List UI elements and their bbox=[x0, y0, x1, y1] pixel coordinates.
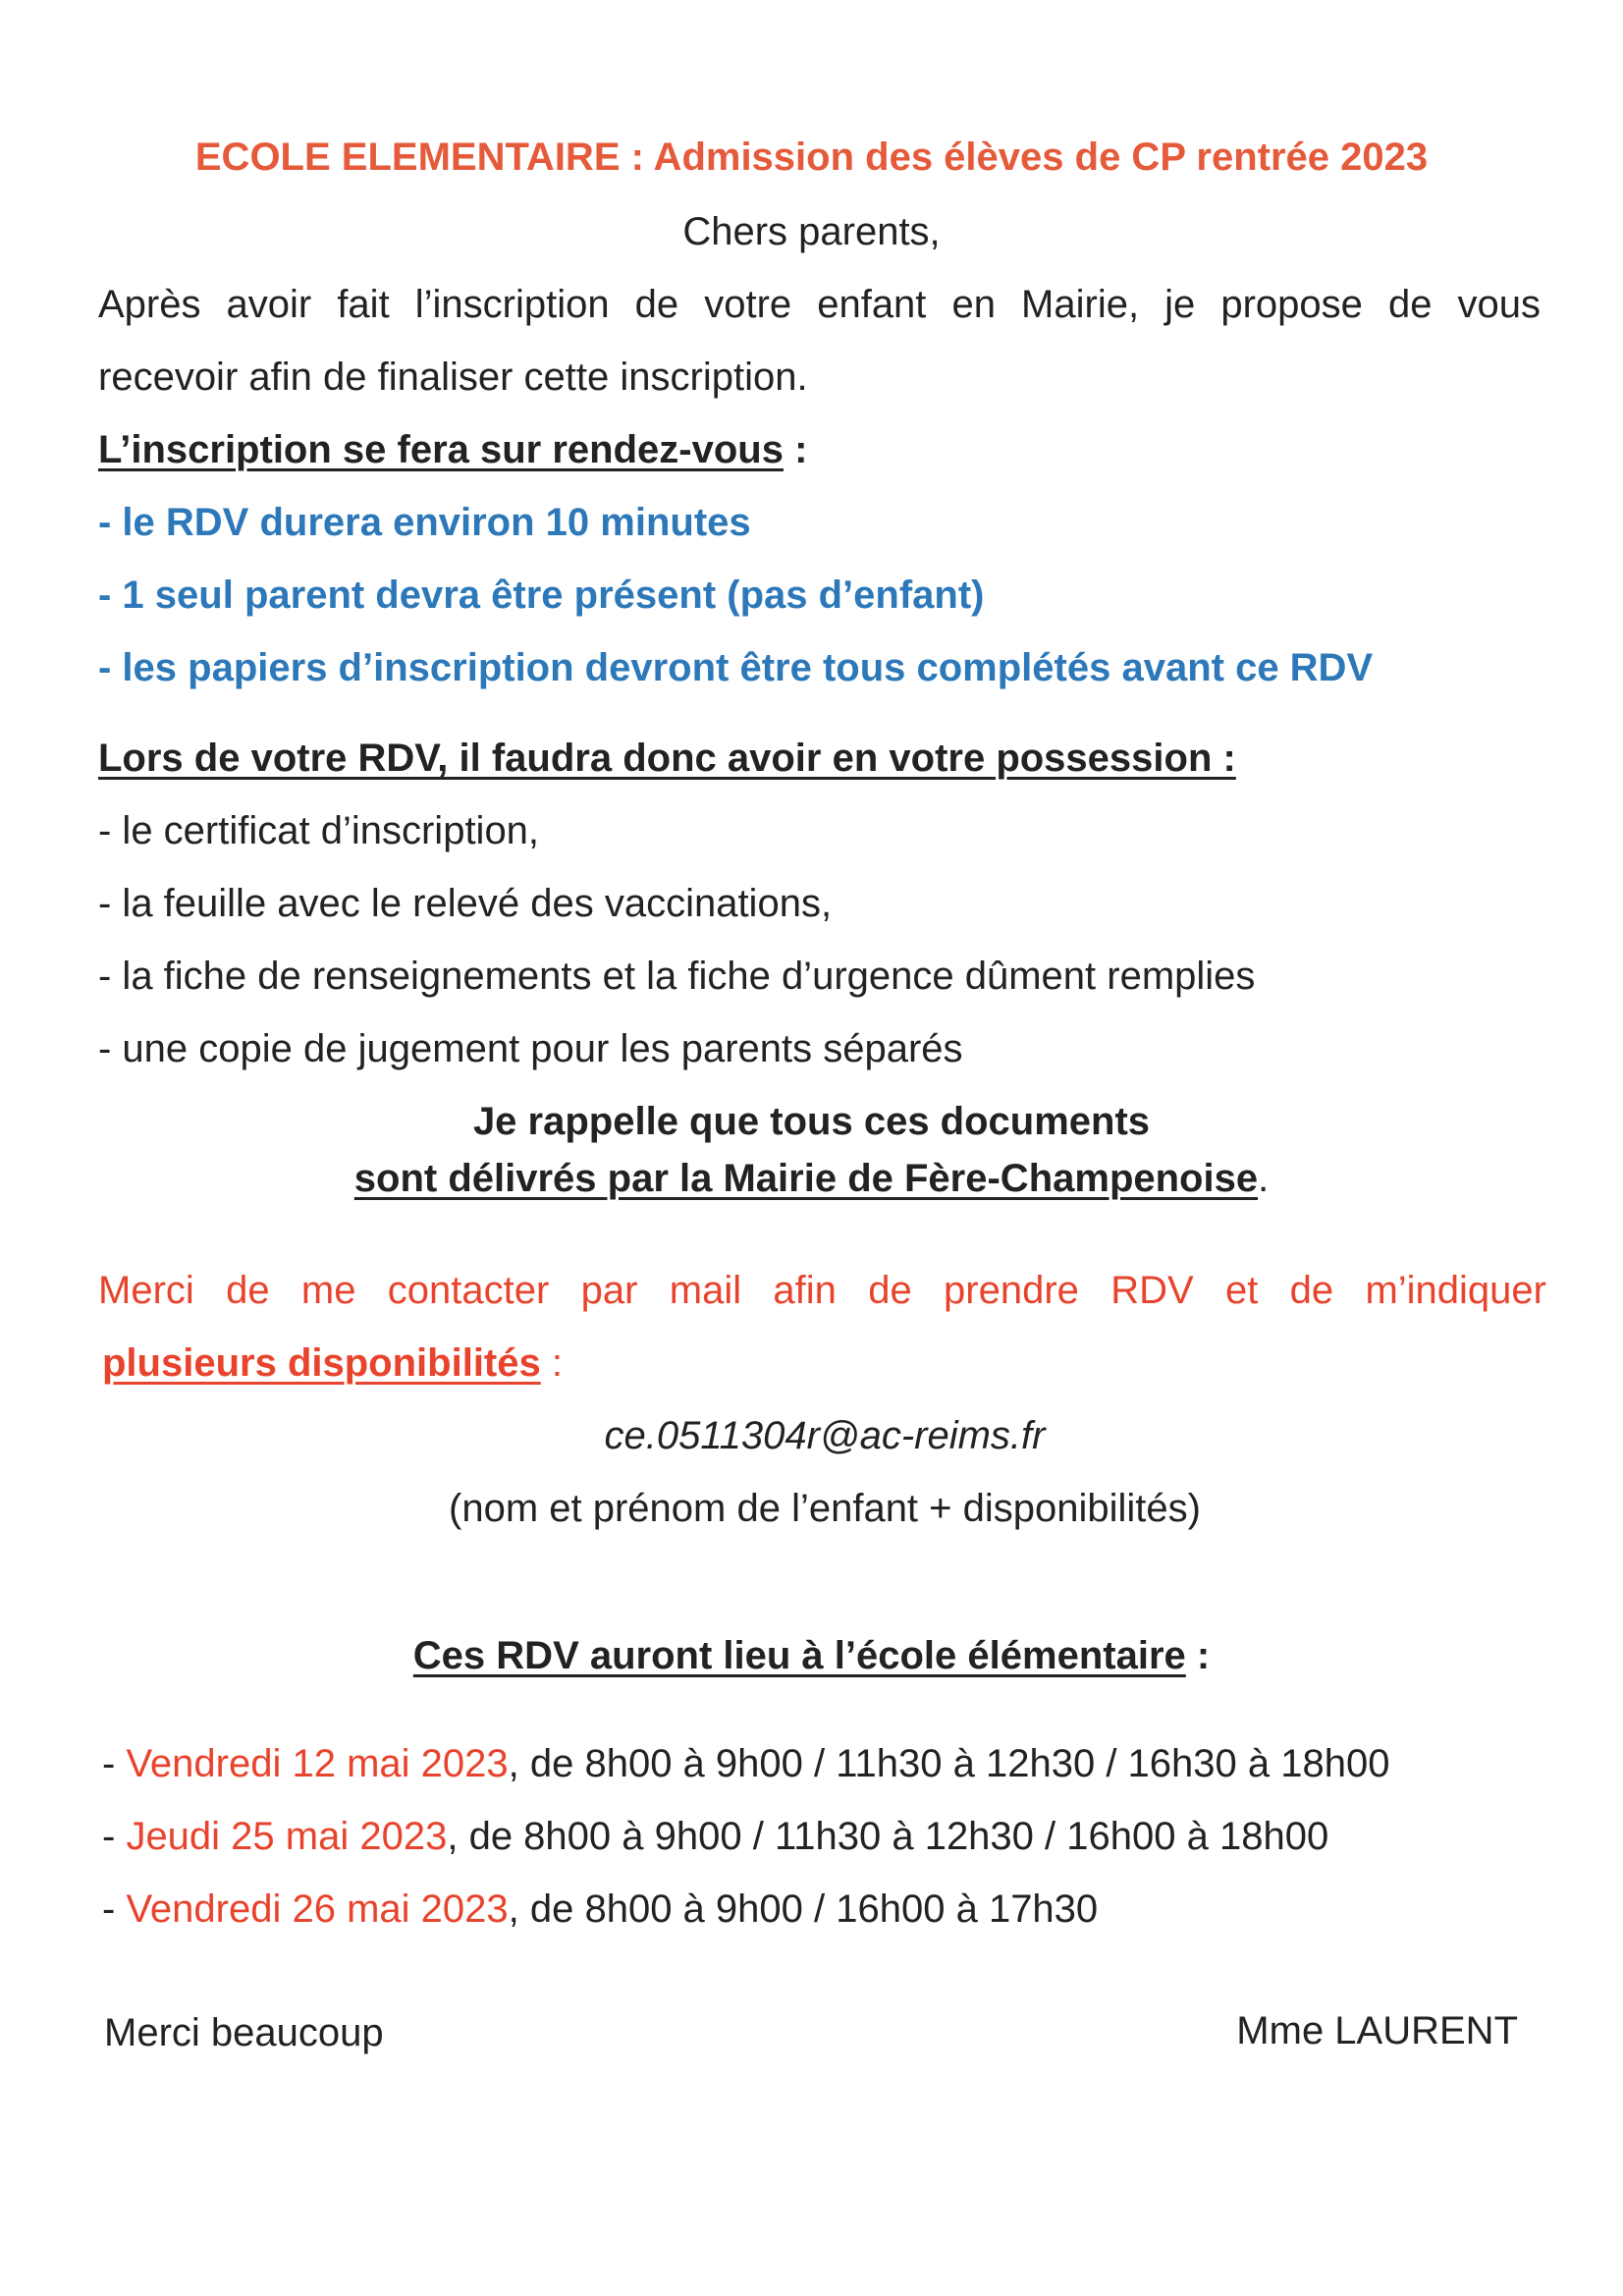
reminder-period: . bbox=[1258, 1157, 1270, 1200]
schedule-prefix: - bbox=[102, 1742, 127, 1785]
schedule-day: Vendredi 12 mai 2023 bbox=[126, 1742, 509, 1785]
closing-thanks: Merci beaucoup bbox=[104, 2011, 384, 2054]
document-item: - une copie de jugement pour les parents séparés bbox=[98, 1027, 963, 1070]
appointment-heading-suffix: : bbox=[783, 428, 808, 471]
appointment-heading-line bbox=[98, 426, 807, 473]
schedule-date-row bbox=[102, 1886, 1098, 1933]
document-item: - la fiche de renseignements et la fiche d’urgence dûment remplies bbox=[98, 955, 1256, 998]
documents-heading-line bbox=[98, 735, 1236, 782]
schedule-heading-suffix: : bbox=[1185, 1634, 1211, 1677]
closing-signature: Mme LAURENT bbox=[1236, 2009, 1518, 2052]
reminder-line-1: Je rappelle que tous ces documents bbox=[472, 1100, 1151, 1143]
contact-email[interactable]: ce.0511304r@ac-reims.fr bbox=[604, 1414, 1046, 1457]
schedule-day: Vendredi 26 mai 2023 bbox=[126, 1887, 509, 1931]
reminder-line-2: sont délivrés par la Mairie de Fère-Champenoise bbox=[353, 1157, 1259, 1200]
schedule-hours: , de 8h00 à 9h00 / 11h30 à 12h30 / 16h00 à 18h00 bbox=[447, 1815, 1329, 1858]
document-title: ECOLE ELEMENTAIRE : Admission des élèves de CP rentrée 2023 bbox=[194, 136, 1429, 179]
document-item: - la feuille avec le relevé des vaccinations, bbox=[98, 882, 833, 925]
schedule-day: Jeudi 25 mai 2023 bbox=[126, 1815, 448, 1858]
greeting: Chers parents, bbox=[682, 210, 941, 253]
contact-note: (nom et prénom de l’enfant + disponibilités) bbox=[449, 1487, 1201, 1530]
schedule-date-row bbox=[102, 1740, 1389, 1787]
schedule-hours: , de 8h00 à 9h00 / 11h30 à 12h30 / 16h30 à 18h00 bbox=[508, 1742, 1390, 1785]
intro-line-2: recevoir afin de finaliser cette inscription. bbox=[98, 355, 808, 399]
contact-emphasis-suffix: : bbox=[540, 1341, 563, 1385]
contact-line: Merci de me contacter par mail afin de prendre RDV et de m’indiquer bbox=[98, 1269, 1546, 1312]
document-item: - le certificat d’inscription, bbox=[98, 809, 540, 852]
rule-item: - 1 seul parent devra être présent (pas d’enfant) bbox=[98, 574, 985, 617]
contact-emphasis: plusieurs disponibilités bbox=[102, 1341, 541, 1385]
appointment-heading: L’inscription se fera sur rendez-vous bbox=[98, 428, 784, 471]
rule-item: - les papiers d’inscription devront être tous complétés avant ce RDV bbox=[98, 646, 1374, 689]
rule-item: - le RDV durera environ 10 minutes bbox=[98, 501, 751, 544]
schedule-hours: , de 8h00 à 9h00 / 16h00 à 17h30 bbox=[508, 1887, 1099, 1931]
contact-emphasis-line bbox=[102, 1339, 563, 1387]
intro-line-1: Après avoir fait l’inscription de votre enfant en Mairie, je propose de vous bbox=[98, 283, 1541, 326]
reminder-line-2-wrap bbox=[0, 1155, 1623, 1202]
schedule-heading-line bbox=[0, 1632, 1623, 1679]
documents-heading: Lors de votre RDV, il faudra donc avoir en votre possession : bbox=[98, 737, 1236, 780]
schedule-date-row bbox=[102, 1813, 1328, 1860]
schedule-prefix: - bbox=[102, 1815, 127, 1858]
schedule-prefix: - bbox=[102, 1887, 127, 1931]
schedule-heading: Ces RDV auront lieu à l’école élémentaire bbox=[412, 1634, 1186, 1677]
